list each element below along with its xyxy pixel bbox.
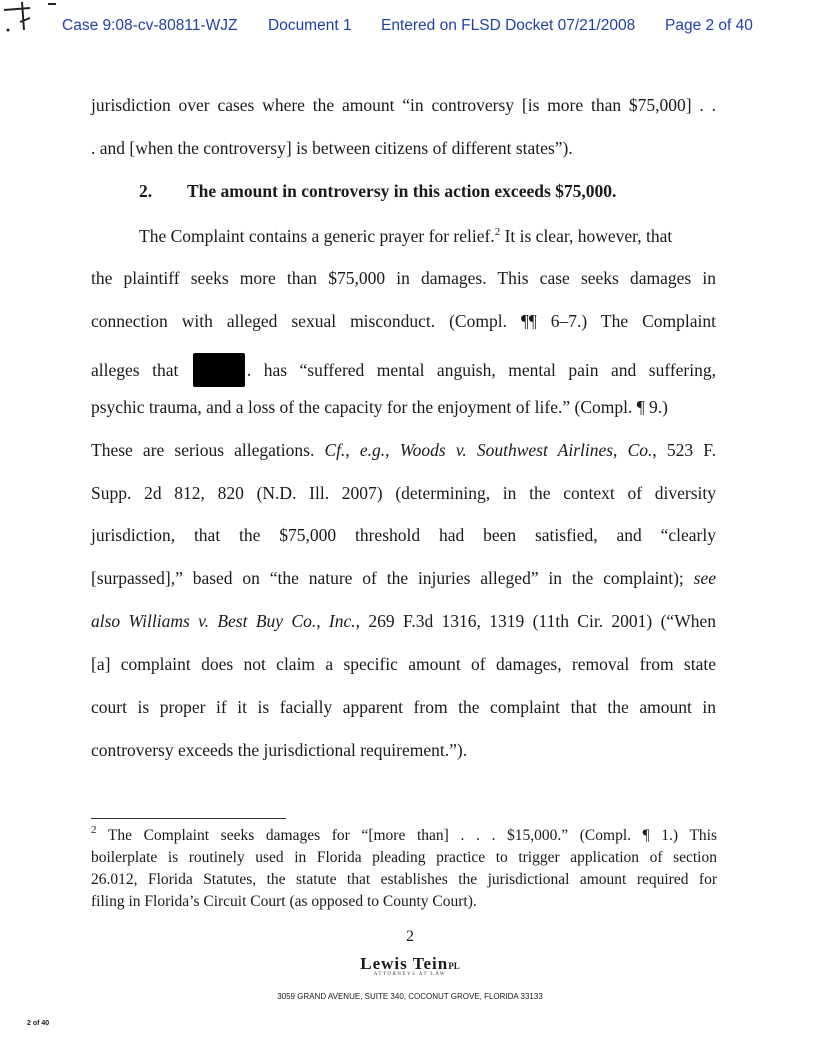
handwritten-mark: [0, 0, 60, 40]
text: It is clear, however, that: [500, 226, 673, 246]
section-heading-number: 2.: [139, 181, 153, 201]
firm-address: 3059 GRAND AVENUE, SUITE 340, COCONUT GROVE, FLORIDA 33133: [277, 992, 543, 1001]
section-heading: The amount in controversy in this action exceeds $75,000.: [187, 181, 617, 201]
case-citation: Cf., e.g., Woods v. Southwest Airlines, Co.: [324, 440, 653, 460]
footnote-divider: [91, 818, 286, 819]
text: The Complaint seeks damages for “[more than] . . . $15,000.” (Compl. ¶ 1.) This: [96, 827, 717, 844]
text: The Complaint contains a generic prayer for relief.: [139, 226, 495, 246]
text: These are serious allegations.: [91, 440, 325, 460]
footnote-ref: 2: [494, 226, 501, 238]
footnote-line: filing in Florida’s Circuit Court (as opposed to County Court).: [91, 893, 477, 910]
text: [surpassed],” based on “the nature of the injuries alleged” in the complaint);: [91, 568, 694, 588]
firm-name: Lewis Tein: [360, 954, 449, 973]
text: alleges that: [91, 360, 179, 380]
document-number: Document 1: [268, 17, 352, 34]
firm-tagline: ATTORNEYS AT LAW: [373, 972, 447, 977]
body-line: jurisdiction over cases where the amount “in controversy [is more than $75,000] . .: [91, 95, 716, 115]
signal-word: see: [693, 568, 716, 588]
body-line: controversy exceeds the jurisdictional requirement.”).: [91, 740, 468, 760]
footnote-line: 26.012, Florida Statutes, the statute that establishes the jurisdictional amount required for: [91, 871, 717, 888]
footnote-number: 2: [91, 824, 97, 836]
body-line: jurisdiction, that the $75,000 threshold had been satisfied, and “clearly: [91, 525, 716, 545]
body-line: the plaintiff seeks more than $75,000 in damages. This case seeks damages in: [91, 268, 716, 288]
text: , 523 F.: [652, 440, 716, 460]
body-line: Supp. 2d 812, 820 (N.D. Ill. 2007) (determining, in the context of diversity: [91, 483, 716, 503]
docket-header: [62, 17, 780, 39]
text: , 269 F.3d 1316, 1319 (11th Cir. 2001) (“When: [355, 611, 716, 631]
body-line: [91, 353, 716, 387]
body-line: court is proper if it is facially apparent from the complaint that the amount in: [91, 697, 716, 717]
firm-suffix: PL: [448, 961, 460, 971]
redaction-box: [193, 353, 245, 387]
body-line: [91, 610, 716, 632]
body-line: [91, 439, 716, 461]
body-line: . and [when the controversy] is between citizens of different states”).: [91, 138, 573, 158]
case-number: Case 9:08-cv-80811-WJZ: [62, 17, 238, 34]
firm-logo: [0, 954, 820, 977]
page-number: 2: [406, 928, 414, 945]
body-line: [91, 567, 716, 589]
footnote-line: boilerplate is routinely used in Florida pleading practice to trigger application of section: [91, 849, 717, 866]
body-line: psychic trauma, and a loss of the capacity for the enjoyment of life.” (Compl. ¶ 9.): [91, 397, 668, 417]
docket-entry-date: Entered on FLSD Docket 07/21/2008: [381, 17, 636, 34]
corner-page-count: 2 of 40: [27, 1020, 50, 1027]
body-line: connection with alleged sexual misconduct. (Compl. ¶¶ 6–7.) The Complaint: [91, 311, 716, 331]
body-line: [139, 225, 716, 247]
text: . has “suffered mental anguish, mental pain and suffering,: [246, 360, 716, 380]
header-page-count: Page 2 of 40: [665, 17, 753, 34]
footnote-line: [91, 826, 717, 845]
body-line: [a] complaint does not claim a specific amount of damages, removal from state: [91, 654, 716, 674]
case-citation: also Williams v. Best Buy Co., Inc.: [91, 611, 356, 631]
